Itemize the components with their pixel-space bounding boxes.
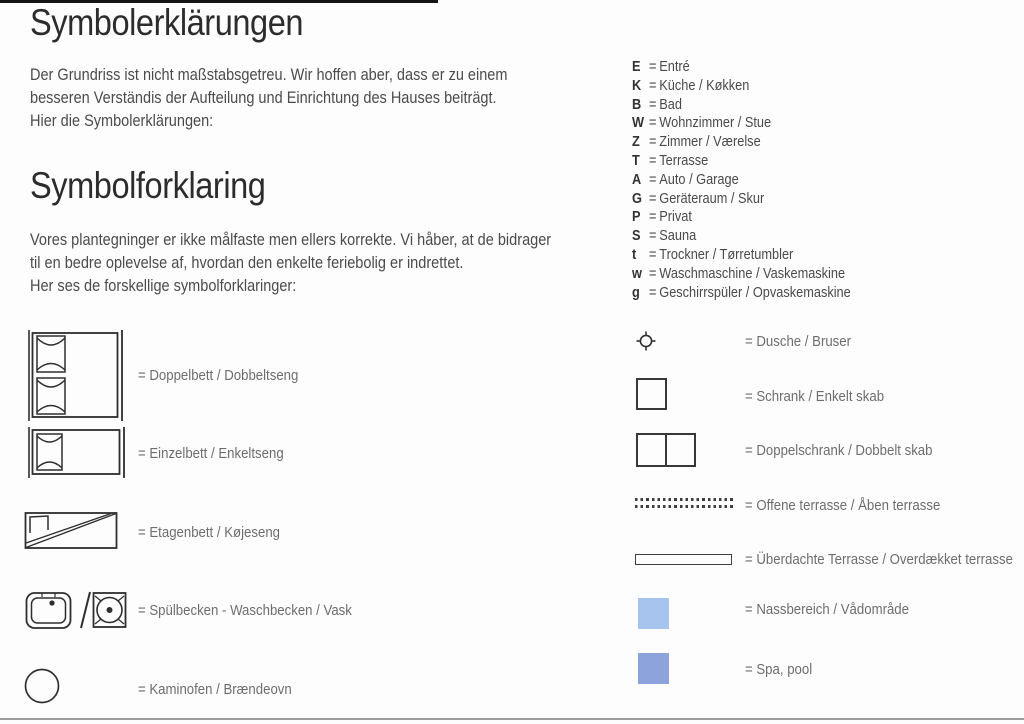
abbreviation-list [632,58,881,302]
abbr-row [632,77,851,96]
intro-danish-line2: til en bedre oplevelse af, hvordan den enkelte feriebolig er indrettet. [30,254,464,272]
intro-danish-line1: Vores plantegninger er ikke målfaste men ellers korrekte. Vi håber, at de bidrager [30,231,552,249]
abbr-equals: = [648,77,657,94]
double-cabinet-icon [636,433,696,467]
abbr-equals: = [648,96,657,113]
abbr-equals: = [648,115,657,132]
abbr-equals: = [648,209,657,226]
open-terrace-icon [635,498,734,508]
abbr-label: Küche / Køkken [659,77,750,94]
intro-danish [30,229,622,298]
abbr-row [632,58,851,77]
legend-label-double-cabinet: = Doppelschrank / Dobbelt skab [745,442,933,459]
abbr-label: Trockner / Tørretumbler [659,246,794,263]
abbr-row [632,265,851,284]
abbr-row [632,208,851,227]
abbr-letter: W [632,115,645,132]
abbr-letter: w [632,265,642,282]
abbr-letter: Z [632,134,640,151]
abbr-label: Bad [659,96,682,113]
abbr-row [632,246,851,265]
abbr-letter: t [632,246,637,263]
abbr-label: Auto / Garage [659,171,739,188]
abbr-row [632,114,851,133]
abbr-label: Sauna [659,228,697,245]
abbr-row [632,133,851,152]
abbr-equals: = [648,171,657,188]
abbr-label: Terrasse [659,152,709,169]
abbr-row [632,171,851,190]
abbr-equals: = [648,228,657,245]
abbr-label: Waschmaschine / Vaskemaskine [659,265,846,282]
abbr-row [632,227,851,246]
intro-german-line1: Der Grundriss ist nicht maßstabsgetreu. Wir hoffen aber, dass er zu einem [30,66,508,84]
abbr-equals: = [648,190,657,207]
abbr-equals: = [648,134,657,151]
title-german: Symbolerklärungen [30,2,304,43]
abbr-letter: S [632,228,641,245]
abbr-letter: K [632,77,642,94]
abbr-row [632,284,851,303]
abbr-equals: = [648,59,657,75]
legend-label-single-cabinet: = Schrank / Enkelt skab [745,388,885,405]
legend-label-bunk-bed: = Etagenbett / Køjeseng [138,524,281,541]
abbr-letter: E [632,59,641,75]
abbr-row [632,152,851,171]
sink-washbasin-icon [25,588,127,632]
intro-german [30,64,573,133]
abbr-label: Privat [659,209,692,226]
abbr-row [632,96,851,115]
abbr-label: Zimmer / Værelse [659,134,761,151]
legend-label-shower: = Dusche / Bruser [745,333,852,350]
legend-label-stove: = Kaminofen / Brændeovn [138,681,292,698]
wood-stove-icon [23,667,61,705]
legend-label-wet-area: = Nassbereich / Vådområde [745,601,909,618]
bottom-rule [0,718,1024,720]
single-bed-icon [24,427,132,478]
abbr-equals: = [648,284,657,301]
intro-german-line3: Hier die Symbolerklärungen: [30,112,214,130]
legend-label-single-bed: = Einzelbett / Enkeltseng [138,445,284,462]
abbr-equals: = [648,265,657,282]
legend-label-sink: = Spülbecken - Waschbecken / Vask [138,602,352,619]
abbr-letter: G [632,190,642,207]
shower-icon [636,331,656,351]
abbr-label: Wohnzimmer / Stue [659,115,772,132]
abbr-equals: = [648,152,657,169]
double-bed-icon [24,329,130,422]
abbr-letter: g [632,284,640,301]
abbr-label: Geschirrspüler / Opvaskemaskine [659,284,851,301]
legend-label-covered-terrace: = Überdachte Terrasse / Overdækket terrasse [745,551,1013,568]
abbr-letter: P [632,209,641,226]
intro-german-line2: besseren Verständis der Aufteilung und Einrichtung des Hauses beiträgt. [30,89,497,107]
abbr-label: Entré [659,59,690,75]
abbr-row [632,190,851,209]
legend-label-spa-pool: = Spa, pool [745,661,813,678]
spa-pool-swatch [638,653,669,684]
intro-danish-line3: Her ses de forskellige symbolforklaringer: [30,277,297,295]
abbr-letter: T [632,152,640,169]
legend-label-open-terrace: = Offene terrasse / Åben terrasse [745,497,941,514]
legend-label-double-bed: = Doppelbett / Dobbeltseng [138,367,299,384]
abbr-label: Geräteraum / Skur [659,190,765,207]
abbr-letter: B [632,96,642,113]
wet-area-swatch [638,598,669,629]
abbr-letter: A [632,171,642,188]
covered-terrace-icon [635,554,732,565]
single-cabinet-icon [636,378,667,410]
title-danish: Symbolforklaring [30,165,266,206]
abbr-equals: = [648,246,657,263]
bunk-bed-icon [24,511,119,551]
